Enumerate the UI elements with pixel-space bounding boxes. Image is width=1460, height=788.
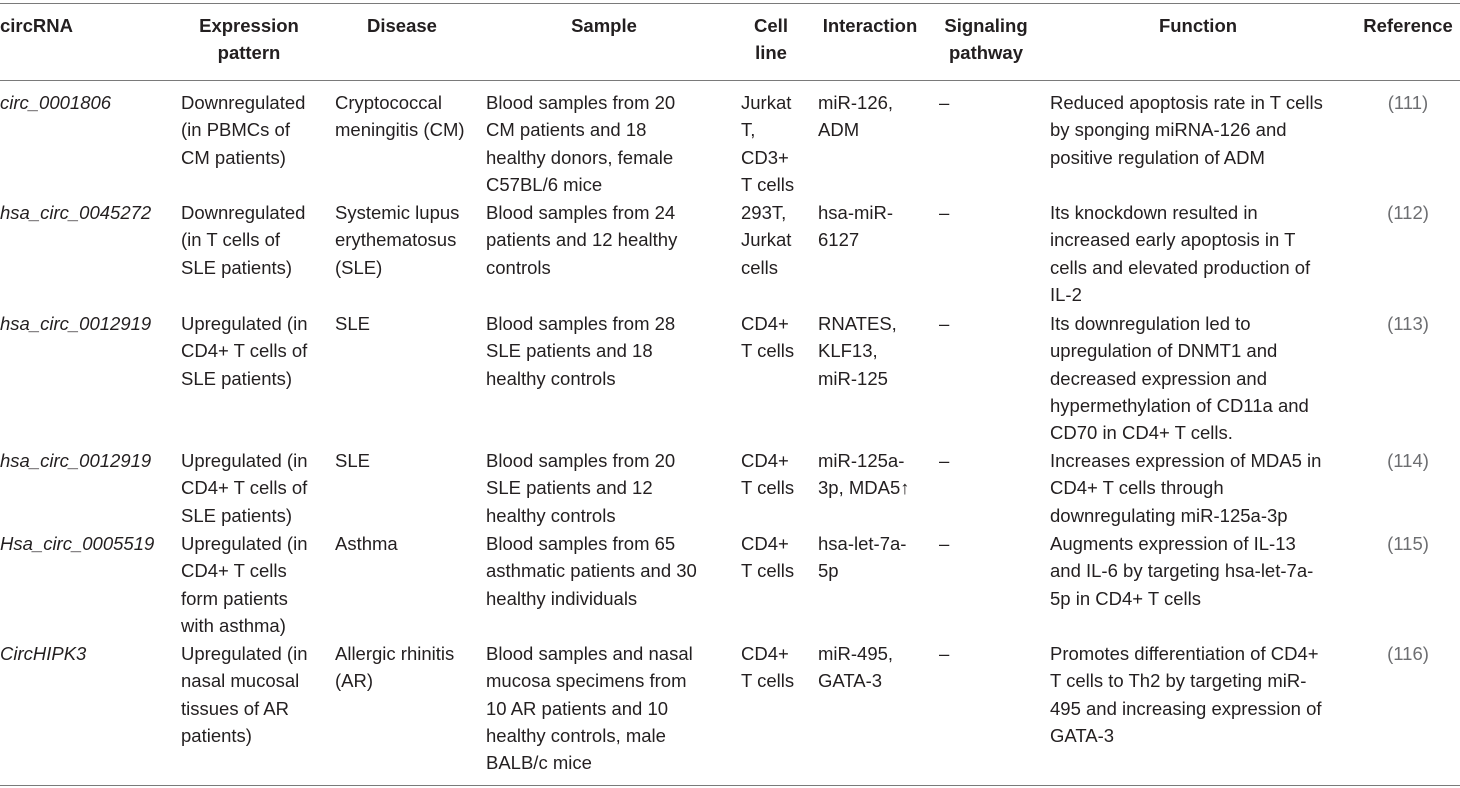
- cell-disease: Allergic rhinitis (AR): [335, 643, 455, 692]
- header-rule: [0, 80, 1460, 81]
- cell-signaling-pathway: –: [939, 202, 950, 223]
- cell-function: Promotes differentiation of CD4+ T cells to Th2 by targeting miR- 495 and increasing expression of GATA-3: [1050, 643, 1322, 746]
- cell-reference: (114): [1387, 450, 1429, 471]
- cell-expression-pattern: Upregulated (in nasal mucosal tissues of AR patients): [181, 643, 308, 746]
- cell-cell-line: CD4+ T cells: [741, 643, 795, 692]
- cell-signaling-pathway: –: [939, 313, 950, 334]
- cell-expression-pattern: Upregulated (in CD4+ T cells form patients with asthma): [181, 533, 308, 636]
- cell-circrna: Hsa_circ_0005519: [0, 533, 155, 554]
- cell-function: Its downregulation led to upregulation of DNMT1 and decreased expression and hypermethylation of CD11a and CD70 in CD4+ T cells.: [1050, 313, 1309, 444]
- cell-expression-pattern: Downregulated (in T cells of SLE patients): [181, 202, 306, 278]
- cell-interaction: miR-495, GATA-3: [818, 643, 894, 692]
- cell-expression-pattern: Downregulated (in PBMCs of CM patients): [181, 92, 306, 168]
- header-reference: Reference: [1363, 15, 1453, 36]
- cell-reference: (112): [1387, 202, 1429, 223]
- cell-reference: (115): [1387, 533, 1429, 554]
- cell-sample: Blood samples from 28 SLE patients and 18 healthy controls: [486, 313, 676, 389]
- cell-cell-line: CD4+ T cells: [741, 533, 795, 582]
- cell-circrna: hsa_circ_0012919: [0, 313, 152, 334]
- header-expression-pattern: Expression pattern: [199, 15, 299, 64]
- cell-cell-line: CD4+ T cells: [741, 450, 795, 499]
- cell-sample: Blood samples from 65 asthmatic patients and 30 healthy individuals: [486, 533, 697, 609]
- cell-disease: SLE: [335, 450, 370, 471]
- cell-sample: Blood samples and nasal mucosa specimens from 10 AR patients and 10 healthy controls, male BALB/c mice: [486, 643, 693, 774]
- header-cell-line: Cell line: [754, 15, 788, 64]
- cell-interaction: hsa-let-7a- 5p: [818, 533, 907, 582]
- cell-function: Reduced apoptosis rate in T cells by sponging miRNA-126 and positive regulation of ADM: [1050, 92, 1323, 168]
- cell-function: Its knockdown resulted in increased early apoptosis in T cells and elevated production of IL-2: [1050, 202, 1311, 305]
- bottom-rule: [0, 785, 1460, 786]
- cell-reference: (111): [1387, 92, 1429, 113]
- cell-interaction: miR-125a- 3p, MDA5↑: [818, 450, 910, 499]
- cell-sample: Blood samples from 20 SLE patients and 12 healthy controls: [486, 450, 676, 526]
- cell-sample: Blood samples from 20 CM patients and 18 healthy donors, female C57BL/6 mice: [486, 92, 676, 195]
- cell-circrna: hsa_circ_0045272: [0, 202, 152, 223]
- header-signaling-pathway: Signaling pathway: [944, 15, 1028, 64]
- cell-interaction: miR-126, ADM: [818, 92, 894, 141]
- cell-disease: Asthma: [335, 533, 398, 554]
- header-sample: Sample: [571, 15, 637, 36]
- cell-sample: Blood samples from 24 patients and 12 healthy controls: [486, 202, 678, 278]
- cell-signaling-pathway: –: [939, 533, 950, 554]
- cell-cell-line: 293T, Jurkat cells: [741, 202, 792, 278]
- cell-function: Augments expression of IL-13 and IL-6 by targeting hsa-let-7a- 5p in CD4+ T cells: [1050, 533, 1314, 609]
- cell-disease: SLE: [335, 313, 370, 334]
- cell-reference: (113): [1387, 313, 1429, 334]
- cell-signaling-pathway: –: [939, 92, 950, 113]
- cell-disease: Systemic lupus erythematosus (SLE): [335, 202, 460, 278]
- header-circrna: circRNA: [0, 15, 73, 36]
- cell-expression-pattern: Upregulated (in CD4+ T cells of SLE patients): [181, 450, 308, 526]
- cell-circrna: hsa_circ_0012919: [0, 450, 152, 471]
- header-interaction: Interaction: [822, 15, 918, 36]
- cell-interaction: hsa-miR- 6127: [818, 202, 894, 251]
- cell-reference: (116): [1387, 643, 1429, 664]
- cell-disease: Cryptococcal meningitis (CM): [335, 92, 465, 141]
- cell-interaction: RNATES, KLF13, miR-125: [818, 313, 897, 389]
- cell-cell-line: CD4+ T cells: [741, 313, 795, 362]
- header-function: Function: [1158, 15, 1238, 36]
- header-disease: Disease: [367, 15, 437, 36]
- cell-signaling-pathway: –: [939, 643, 950, 664]
- cell-cell-line: Jurkat T, CD3+ T cells: [741, 92, 795, 195]
- cell-circrna: circ_0001806: [0, 92, 112, 113]
- cell-function: Increases expression of MDA5 in CD4+ T cells through downregulating miR-125a-3p: [1050, 450, 1322, 526]
- top-rule: [0, 3, 1460, 4]
- cell-signaling-pathway: –: [939, 450, 950, 471]
- cell-circrna: CircHIPK3: [0, 643, 87, 664]
- cell-expression-pattern: Upregulated (in CD4+ T cells of SLE patients): [181, 313, 308, 389]
